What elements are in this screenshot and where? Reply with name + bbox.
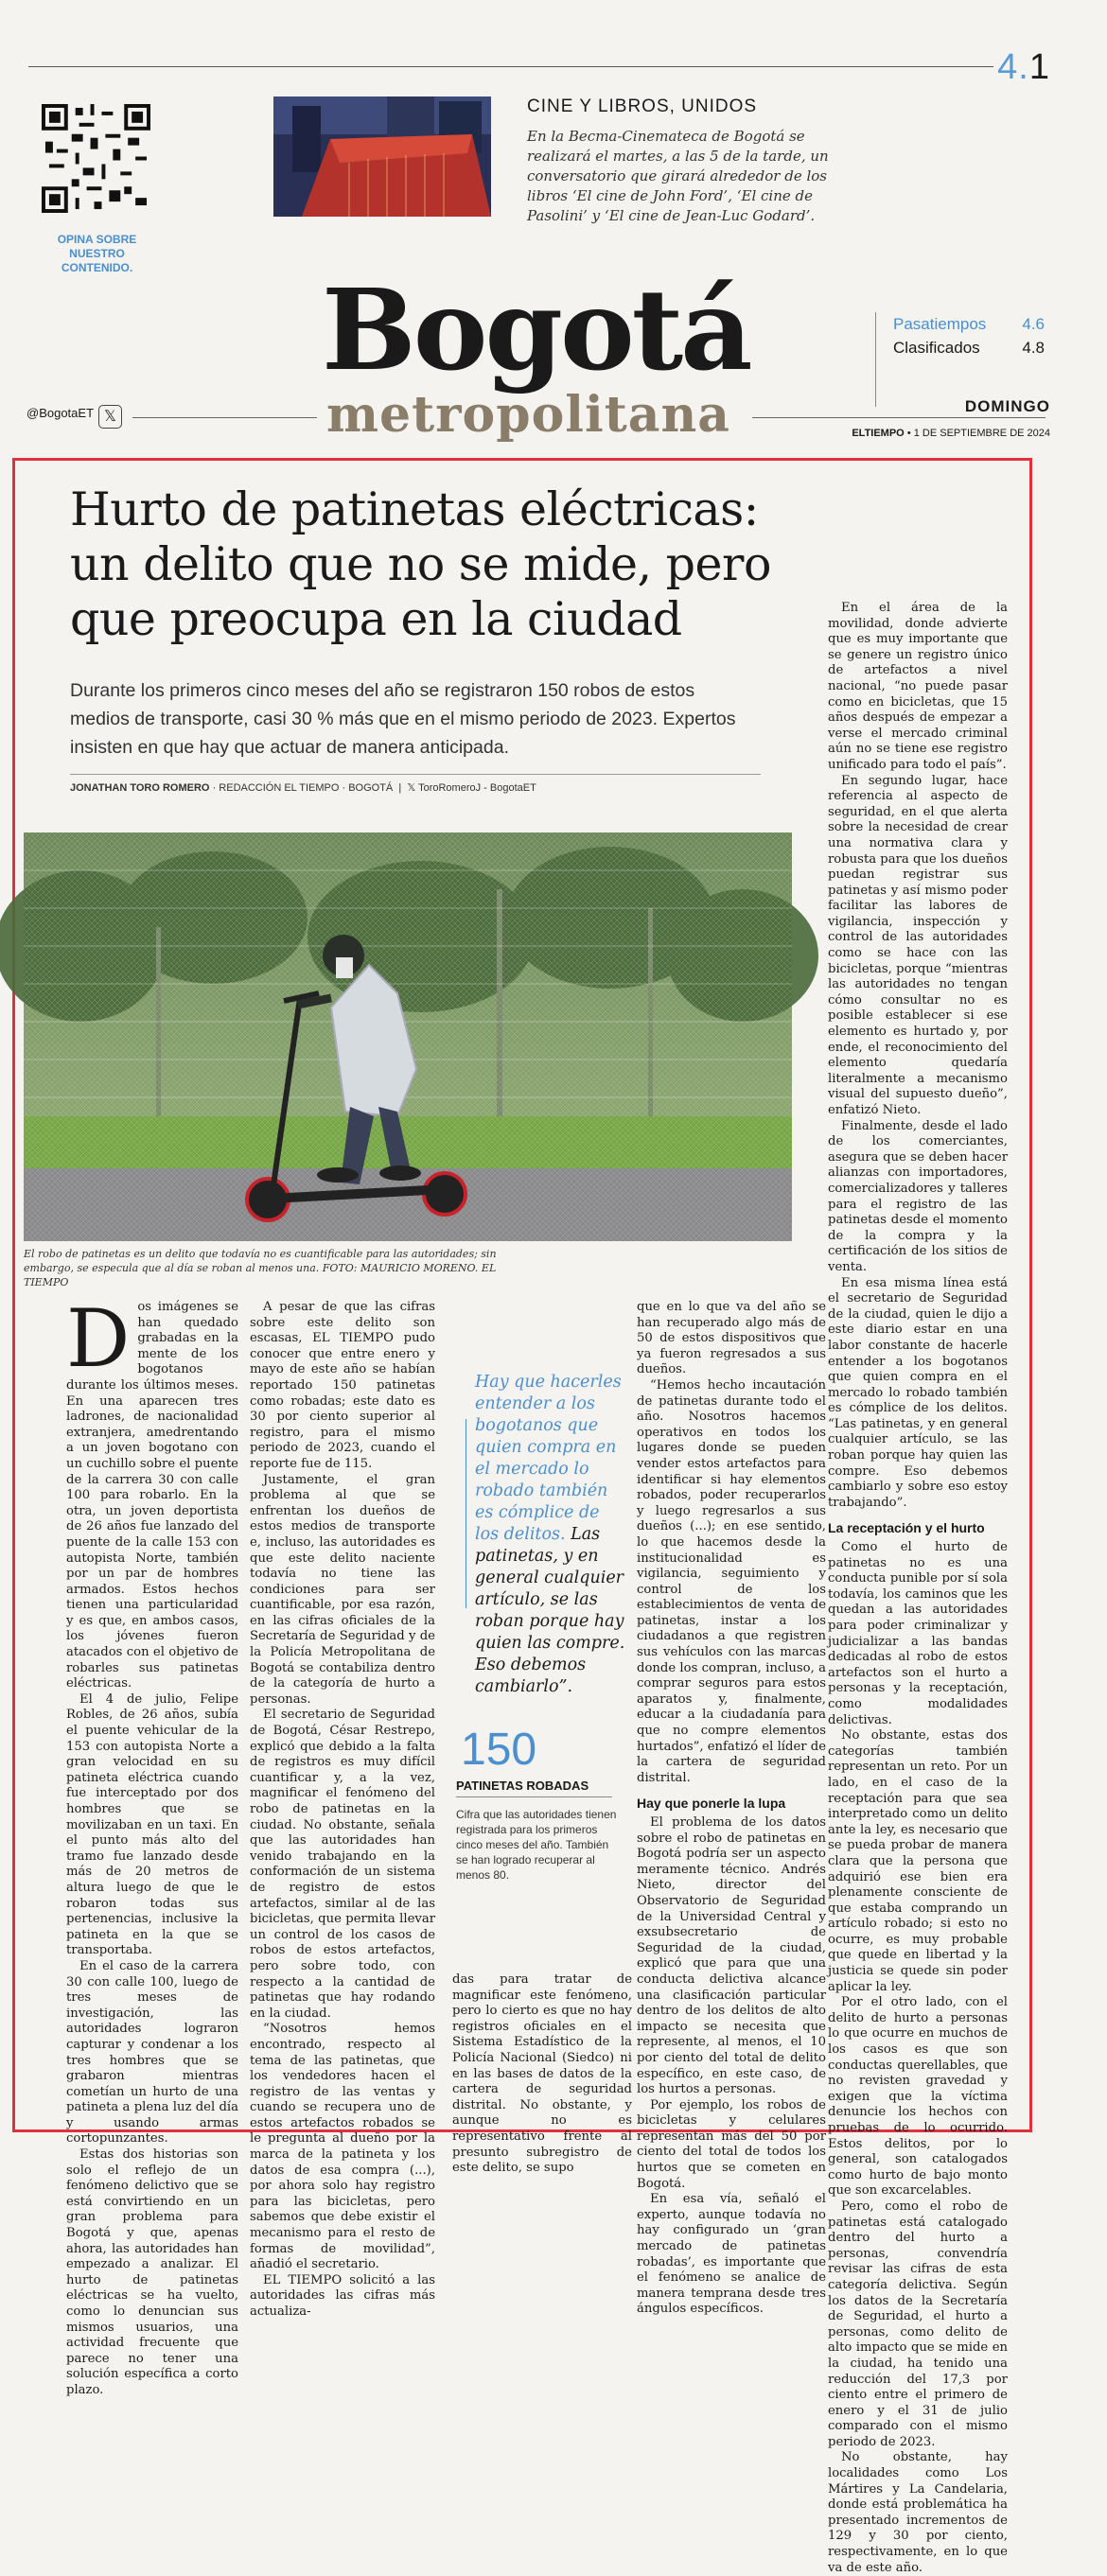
author-handle[interactable]: ToroRomeroJ - BogotaET <box>418 782 536 794</box>
body-paragraph: “Hemos hecho incautación de patinetas durante todo el año. Nosotros hacemos operativos en todos los lugares donde se pueden vender estos artefactos para identificar si hay elementos robados, poder recuperarlos y luego regresarlos a sus dueños (...); en ese sentido, lo que hacemos desde la institucionalidad es vigilancia, seguimiento y control de los establecimientos de venta de patinetas, instar a los ciudadanos a que registren sus vehículos con las marcas donde los compran, incluso, a comprar seguros para estos aparatos y, finalmente, educar a la ciudadanía para que no compre elementos hurtados”, enfatizó el líder de la cartera de seguridad distrital. <box>637 1377 827 1785</box>
body-paragraph: Pero, como el robo de patinetas está catalogado dentro del hurto a personas, convendría revisar las cifras de esta categoría delictiva. Según los datos de la Secretaría de Seguridad, el hurto a personas, como delito de alto impacto que se mide en la ciudad, ha tenido una reducción del 17,3 por ciento entre el primero de enero y el 31 de julio comparado con el mismo periodo de 2023. <box>828 2199 1008 2449</box>
stat-number: 150 <box>461 1725 537 1775</box>
byline: JONATHAN TORO ROMERO · REDACCIÓN EL TIEMPO · BOGOTÁ | 𝕏 ToroRomeroJ - BogotaET <box>70 782 536 794</box>
section-brand-title: Bogotá <box>322 264 750 395</box>
index-row-clasificados[interactable]: Clasificados 4.8 <box>893 339 1045 357</box>
body-paragraph: En el área de la movilidad, donde advierte que es muy importante que se genere un registro único de artefactos a nivel nacional, “no puede pasar como en bicicletas, que 15 años después de empezar a verse el mercado criminal aún no se tiene ese registro unificado para todo el país”. <box>828 601 1008 772</box>
body-paragraph: En el caso de la carrera 30 con calle 100, luego de tres meses de investigación, las autoridades lograron capturar y condenar a los tres hombres que se grabaron mientras cometían un hurto de una patineta a plena luz del día y usando armas cortopunzantes. <box>66 1958 238 2147</box>
author-name: JONATHAN TORO ROMERO <box>70 782 210 794</box>
body-paragraph: En esa vía, señaló el experto, aunque todavía no hay configurado un ‘gran mercado de patinetas robadas’, es importante que el fenómeno se analice de manera temprana desde tres ángulos específicos. <box>637 2192 826 2317</box>
body-paragraph: A pesar de que las cifras sobre este delito son escasas, EL TIEMPO pudo conocer que entre enero y mayo de este año se habían reportado 150 patinetas como robadas; este dato es 30 por ciento superior al registro, para el mismo periodo de 2023, cuando el reporte fue de 115. <box>250 1300 435 1471</box>
body-paragraph: Por ejemplo, los robos de bicicletas y celulares representan más del 50 por ciento del total de todos los hurtos que se cometen en Bogotá. <box>637 2097 826 2191</box>
x-social-icon[interactable]: 𝕏 <box>98 405 122 429</box>
section-page-number: 4.1 <box>997 47 1050 87</box>
stat-description: Cifra que las autoridades tienen registrada para los primeros cinco meses del año. También se han logrado recuperar al menos 80. <box>456 1808 617 1882</box>
body-paragraph: Como el hurto de patinetas no es una conducta punible por sí sola todavía, los caminos que les quedan a las autoridades para poder criminalizar y judicializar a las bandas dedicadas al robo de estos artefactos son el hurto a personas y la receptación, como modalidades delictivas. <box>828 1540 1008 1727</box>
pullquote-text: Las patinetas, y en general cualquier artículo, se las roban porque hay quien las compre. Eso debemos cambiarlo”. <box>475 1525 625 1696</box>
body-paragraph: “Nosotros hemos encontrado, respecto al tema de las patinetas, que los vendedores hacen el registro de las ventas y cuando se recupera uno de estos artefactos robados se le pregunta al dueño por la marca de la patineta y los datos de esa compra (...), por ahora solo hay registro para las bicicletas, pero sabemos que debe existir el mecanismo para el resto de formas de movilidad”, añadió el secretario. <box>250 2022 435 2272</box>
pullquote <box>475 1372 626 1698</box>
section-index <box>875 312 1045 407</box>
article-headline: Hurto de patinetas eléctricas: un delito que no se mide, pero que preocupa en la ciudad <box>70 482 771 646</box>
section-brand-subtitle: metropolitana <box>326 386 730 444</box>
index-row-pasatiempos[interactable]: Pasatiempos 4.6 <box>893 315 1045 333</box>
body-column-5 <box>828 601 1008 2576</box>
body-paragraph: Por el otro lado, con el delito de hurto a personas lo que ocurre en muchos de los casos es que son conductas querellables, que no revisten gravedad y exigen que la víctima denuncie los hechos con pruebas de lo ocurrido. Estos delitos, por lo general, son catalogados como hurto de bajo monto que son excarcelables. <box>828 1995 1008 2199</box>
body-paragraph: En esa misma línea está el secretario de Seguridad de la ciudad, quien le dijo a este diario estar en una labor constante de hacerle entender a los bogotanos que quien compra en el mercado lo robado también es cómplice de los delitos. “Las patinetas, y en general cualquier artículo, se las roban porque hay quien las compre. Eso debemos cambiarlo y sobre eso estoy trabajando”. <box>828 1275 1008 1510</box>
body-column-4 <box>637 1300 826 2318</box>
body-paragraph: No obstante, estas dos categorías también representan un reto. Por un lado, en el caso de la receptación para que sea interpretado como un delito ante la ley, es necesario que se pueda probar de manera clara que la persona que adquirió ese bien era plenamente consciente de que estaba comprando un artículo robado; si esto no ocurre, es muy probable que quede en libertad y la justicia se quede sin poder aplicar la ley. <box>828 1728 1008 1994</box>
qr-code[interactable] <box>42 104 150 213</box>
promo-image <box>273 96 491 217</box>
body-column-1 <box>66 1292 238 2399</box>
body-paragraph: Justamente, el gran problema al que se enfrentan los dueños de estos medios de transporte e, incluso, las autoridades es que este delito naciente todavía no tiene las condiciones para ser cuantificable, por esa razón, en las cifras oficiales de la Secretaría de Seguridad y de la Policía Metropolitana de Bogotá se contabiliza dentro de la categoría de hurto a personas. <box>250 1472 435 1707</box>
pullquote-highlight: Hay que hacerles entender a los bogotanos que quien compra en el mercado lo robado también es cómplice de los delitos. <box>475 1373 622 1544</box>
subheading: La receptación y el hurto <box>828 1520 985 1536</box>
drop-cap: D <box>66 1292 131 1385</box>
header-rule-left <box>132 417 317 418</box>
top-rule <box>28 66 993 67</box>
body-paragraph: El 4 de julio, Felipe Robles, de 26 años, subía el puente vehicular de la 153 con autopista Norte a gran velocidad en su patineta eléctrica cuando fue interceptado por dos hombres que se movilizaban en un taxi. En el punto más alto del tramo fue lanzado desde más de 20 metros de altura luego de que le robaron todas sus pertenencias, inclusive la patineta en la que se transportaba. <box>66 1691 238 1958</box>
stat-label: PATINETAS ROBADAS <box>456 1779 612 1797</box>
x-social-icon: 𝕏 <box>407 782 416 794</box>
body-paragraph: El secretario de Seguridad de Bogotá, César Restrepo, explicó que debido a la falta de registros es muy difícil cuantificar y, a la vez, magnificar el fenómeno del robo de patinetas en la ciudad. No obstante, señala que las autoridades han venido trabajando en la conformación de un sistema de registro de estos artefactos, similar al de las bicicletas, que permita llevar un control de los casos de robos de estos artefactos, pero sobre todo, con respecto a la cantidad de patinetas que hay rodando en la ciudad. <box>250 1708 435 2021</box>
promo-text: En la Becma-Cinemateca de Bogotá se realizará el martes, a las 5 de la tarde, un conversatorio que girará alrededor de los libros ‘El cine de John Ford’, ‘El cine de Pasolini’ y ‘El cine de Jean-Luc Godard’. <box>527 128 829 224</box>
body-column-3 <box>452 1972 632 2177</box>
body-paragraph: No obstante, hay localidades como Los Mártires y La Candelaria, donde está problemática ha presentado incrementos de 129 y 30 por ciento, respectivamente, en lo que va de este año. <box>828 2450 1008 2575</box>
body-paragraph: que en lo que va del año se han recuperado algo más de 50 de estos dispositivos que ya fueron regresados a sus dueños. <box>637 1300 826 1377</box>
body-paragraph: Dos imágenes se han quedado grabadas en la mente de los bogotanos durante los últimos meses. En una aparecen tres ladrones, de nacionalidad extranjera, amedrentando a un joven bogotano con un cuchillo sobre el puente de la carrera 30 con calle 100 para robarlo. En la otra, un joven deportista de 26 años fue lanzado del puente de la calle 153 con autopista Norte, también por un par de hombres armados. Estos hechos tienen una particularidad y es que, en ambos casos, los jóvenes fueron atacados con el objetivo de robarles sus patinetas eléctricas. <box>66 1292 238 1691</box>
social-handle[interactable]: @BogotaET <box>26 406 95 420</box>
body-paragraph: EL TIEMPO solicitó a las autoridades las cifras más actualiza- <box>250 2272 435 2319</box>
body-column-2 <box>250 1300 435 2321</box>
body-paragraph: das para tratar de magnificar este fenómeno, pero lo cierto es que no hay registros oficiales en el Sistema Estadístico de la Policía Nacional (Siedco) ni en las bases de datos de la cartera de seguridad distrital. No obstante, y aunque no es representativo frente al presunto subregistro de este delito, se supo <box>452 1972 632 2176</box>
body-paragraph: Finalmente, desde el lado de los comerciantes, asegura que se deben hacer alianzas con importadores, comercializadores y talleres para el registro de las patinetas desde el momento de la compra y la certificación de los sitios de venta. <box>828 1118 1008 1274</box>
promo-title: CINE Y LIBROS, UNIDOS <box>527 96 758 116</box>
byline-rule <box>70 774 761 775</box>
masthead-date: ELTIEMPO • 1 DE SEPTIEMBRE DE 2024 <box>852 428 1050 439</box>
body-paragraph: Estas dos historias son solo el reflejo de un fenómeno delictivo que se está convirtiendo en un gran problema para Bogotá y que, apenas ahora, las autoridades han empezado a analizar. El hurto de patinetas eléctricas se ha vuelto, como lo denuncian sus mismos usuarios, una actividad frecuente que parece no tener una solución específica a corto plazo. <box>66 2147 238 2397</box>
article-deck: Durante los primeros cinco meses del año se registraron 150 robos de estos medios de transporte, casi 30 % más que en el mismo periodo de 2023. Expertos insisten en que hay que actuar de manera anticipada. <box>70 680 736 758</box>
subheading: Hay que ponerle la lupa <box>637 1796 786 1812</box>
header-rule-right <box>752 417 1046 418</box>
qr-label: OPINA SOBRE NUESTRO CONTENIDO. <box>57 233 137 274</box>
author-desk: · REDACCIÓN EL TIEMPO · BOGOTÁ <box>212 782 394 794</box>
photo-credit: FOTO: MAURICIO MORENO. EL TIEMPO <box>24 1262 497 1288</box>
article-photo <box>24 832 792 1241</box>
body-paragraph: El problema de los datos sobre el robo de patinetas en Bogotá podría ser un aspecto meramente técnico. Andrés Nieto, director del Observatorio de Seguridad de la Universidad Central y exsubsecretario de Seguridad de la ciudad, explicó que para que una conducta delictiva alcance una clasificación particular dentro de los delitos de alto impacto se necesita que represente, al menos, el 10 por ciento del total de delito específico, en este caso, de los hurtos a personas. <box>637 1815 826 2097</box>
photo-caption: El robo de patinetas es un delito que todavía no es cuantificable para las autoridades; sin embargo, se especula que al día se roban al menos una. FOTO: MAURICIO MORENO. EL TIEMPO <box>24 1248 497 1288</box>
body-paragraph: En segundo lugar, hace referencia al aspecto de seguridad, en el que alerta sobre la necesidad de crear una normativa clara y robusta para que los dueños puedan registrar sus patinetas y así mismo poder facilitar las labores de vigilancia, inspección y control de las autoridades como se hace con las bicicletas, porque “mientras las autoridades no tengan cómo consultar no es posible establecer si ese elemento es hurtado y, por ende, el reconocimiento del elemento quedaría literalmente a mecanismo visual del supuesto dueño”, enfatizó Nieto. <box>828 773 1008 1117</box>
weekday: DOMINGO <box>964 397 1050 415</box>
